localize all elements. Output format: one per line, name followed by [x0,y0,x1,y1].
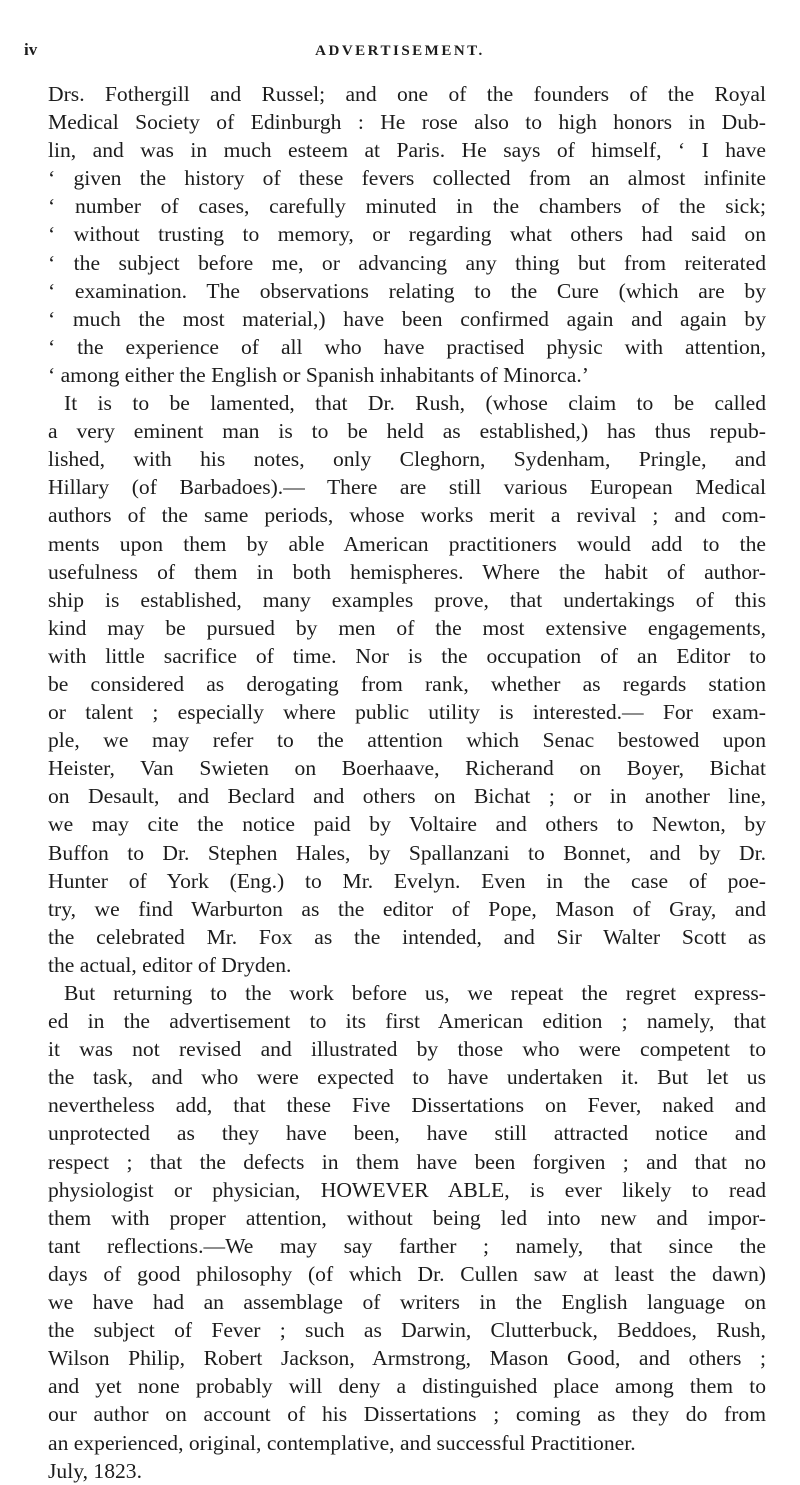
text-line: Drs. Fothergill and Russel; and one of the founders of the Royal [48,82,766,106]
text-line: and yet none probably will deny a distinguished place among them to [48,1374,766,1399]
text-line: ‘ given the history of these fevers collected from an almost infinite [48,166,766,191]
text-line: a very eminent man is to be held as established,) has thus repub- [48,419,766,444]
text-line: ‘ the experience of all who have practised physic with attention, [48,334,766,359]
text-line: or talent ; especially where public utility is interested.— For exam- [48,700,766,725]
text-line: physiologist or physician, HOWEVER ABLE, is ever likely to read [48,1177,766,1202]
text-line: try, we find Warburton as the editor of Pope, Mason of Gray, and [48,896,766,921]
text-line: respect ; that the defects in them have been forgiven ; and that no [48,1149,766,1174]
text-line: ple, we may refer to the attention which Senac bestowed upon [48,728,766,753]
text-line: ‘ among either the English or Spanish inhabitants of Minorca.’ [48,362,589,387]
text-line: Hillary (of Barbadoes).— There are still various European Medical [48,475,766,500]
text-line: Heister, Van Swieten on Boerhaave, Richerand on Boyer, Bichat [48,756,766,781]
text-line: the celebrated Mr. Fox as the intended, and Sir Walter Scott as [48,924,766,949]
text-line: ‘ without trusting to memory, or regarding what others had said on [48,222,766,247]
text-line: lin, and was in much esteem at Paris. He says of himself, ‘ I have [48,138,766,163]
text-line: ‘ the subject before me, or advancing any thing but from reiterated [48,250,766,275]
text-line: ed in the advertisement to its first American edition ; namely, that [48,1009,766,1034]
text-line: unprotected as they have been, have still attracted notice and [48,1121,766,1146]
text-line: an experienced, original, contemplative, and successful Practitioner. [48,1430,636,1455]
text-line: we may cite the notice paid by Voltaire and others to Newton, by [48,812,766,837]
text-line: Wilson Philip, Robert Jackson, Armstrong, Mason Good, and others ; [48,1346,766,1371]
text-line: our author on account of his Dissertations ; coming as they do from [48,1402,766,1427]
text-line: be considered as derogating from rank, whether as regards station [48,671,766,696]
body-text [48,80,766,1485]
text-line: kind may be pursued by men of the most extensive engagements, [48,615,766,640]
text-line: authors of the same periods, whose works merit a revival ; and com- [48,503,766,528]
text-line: Medical Society of Edinburgh : He rose also to high honors in Dub- [48,110,766,135]
text-line: them with proper attention, without being led into new and impor- [48,1205,766,1230]
text-line: nevertheless add, that these Five Dissertations on Fever, naked and [48,1093,766,1118]
text-line: the task, and who were expected to have undertaken it. But let us [48,1065,766,1090]
running-head [0,40,800,62]
page-heading: ADVERTISEMENT. [315,43,485,59]
text-line: But returning to the work before us, we repeat the regret express- [64,981,766,1005]
text-line: on Desault, and Beclard and others on Bichat ; or in another line, [48,784,766,809]
text-line: we have had an assemblage of writers in the English language on [48,1290,766,1315]
text-line: ship is established, many examples prove, that undertakings of this [48,587,766,612]
text-line: tant reflections.—We may say farther ; namely, that since the [48,1233,766,1258]
text-line: days of good philosophy (of which Dr. Cullen saw at least the dawn) [48,1261,766,1286]
text-line: July, 1823. [48,1458,142,1483]
text-line: ments upon them by able American practitioners would add to the [48,531,766,556]
text-line: the subject of Fever ; such as Darwin, Clutterbuck, Beddoes, Rush, [48,1318,766,1343]
page-number: iv [24,40,38,59]
text-line: with little sacrifice of time. Nor is the occupation of an Editor to [48,643,766,668]
text-line: It is to be lamented, that Dr. Rush, (whose claim to be called [64,391,766,416]
text-line: ‘ examination. The observations relating to the Cure (which are by [48,278,766,303]
text-line: Hunter of York (Eng.) to Mr. Evelyn. Even in the case of poe- [48,868,766,893]
text-line: Buffon to Dr. Stephen Hales, by Spallanzani to Bonnet, and by Dr. [48,840,766,865]
text-line: the actual, editor of Dryden. [48,952,292,977]
text-line: ‘ much the most material,) have been confirmed again and again by [48,306,766,331]
text-line: it was not revised and illustrated by those who were competent to [48,1037,766,1062]
text-line: usefulness of them in both hemispheres. Where the habit of author- [48,559,766,584]
text-line: ‘ number of cases, carefully minuted in the chambers of the sick; [48,194,766,219]
text-line: lished, with his notes, only Cleghorn, Sydenham, Pringle, and [48,447,766,472]
